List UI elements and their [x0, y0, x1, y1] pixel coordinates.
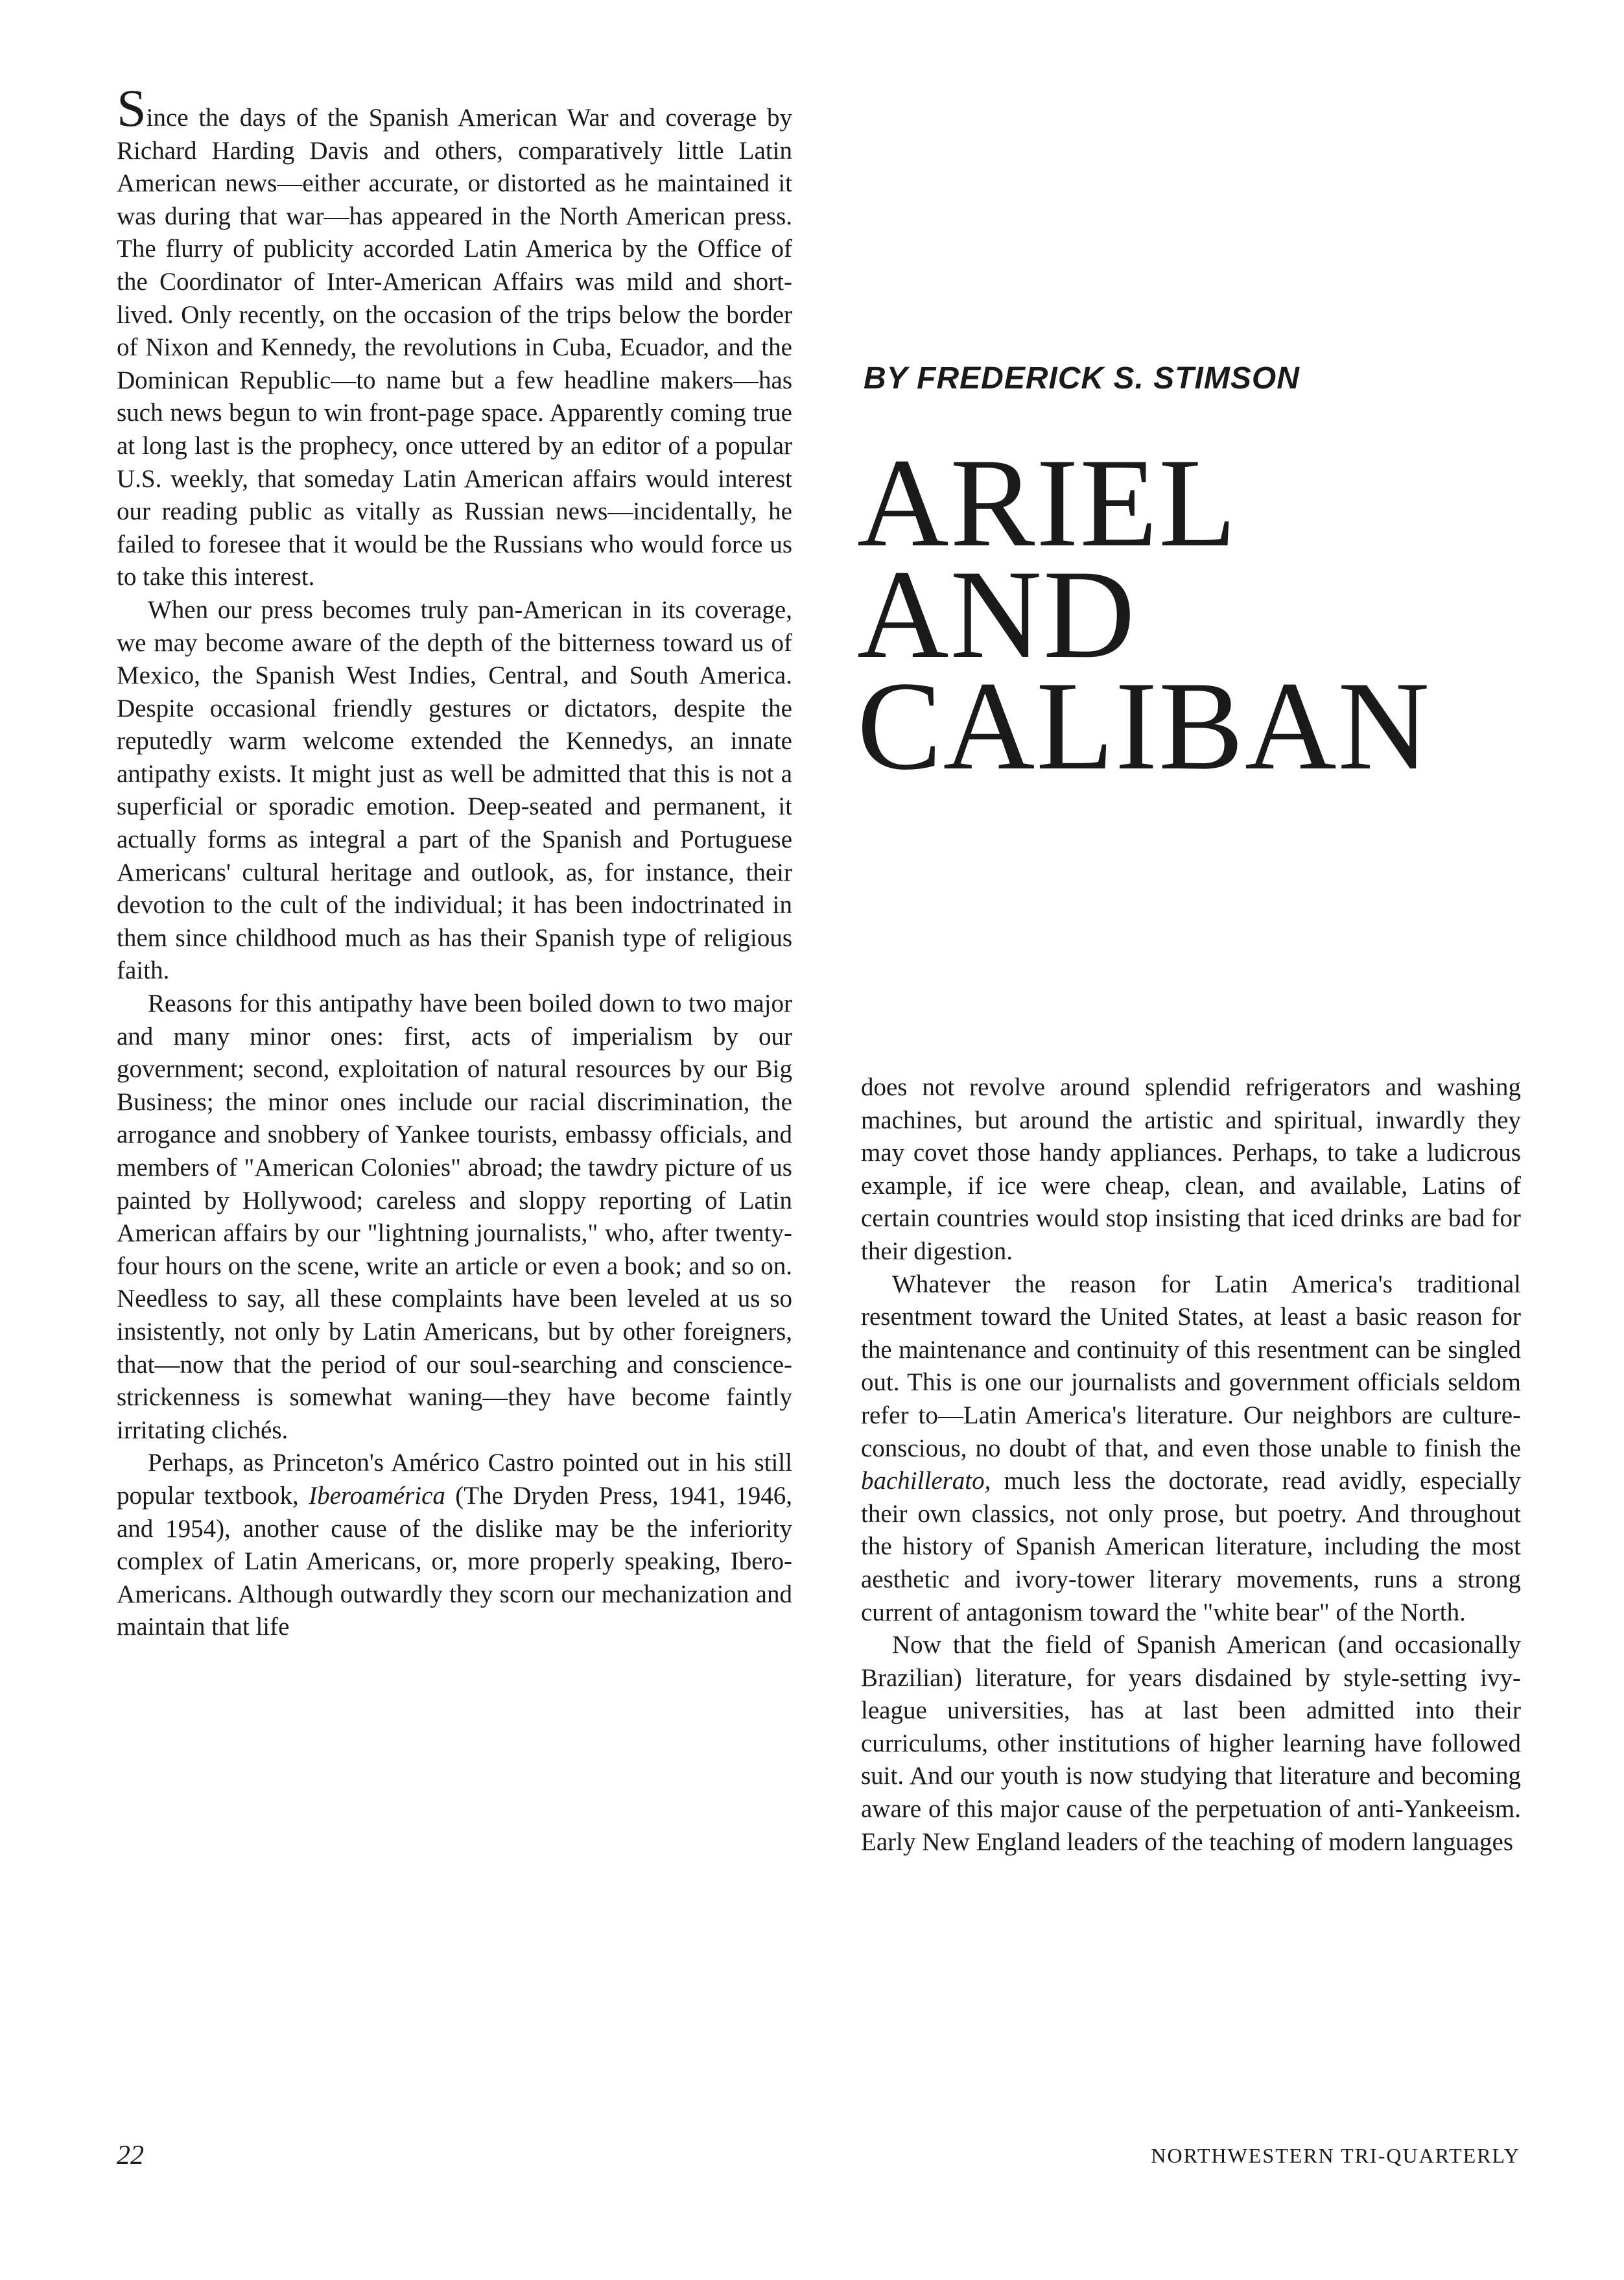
paragraph-1 [117, 78, 792, 594]
journal-name: NORTHWESTERN TRI-QUARTERLY [1151, 2144, 1520, 2167]
paragraph-4-text-start: Perhaps, as Princeton's Américo Castro pointed out in his still popular textbook, [117, 1449, 792, 1510]
paragraph-6-text-start: Whatever the reason for Latin America's traditional resentment toward the United States, at least a basic reason for the maintenance and continuity of this resentment can be singled out. This is one our journalists and government officials seldom refer to—Latin America's literature. Our neighbors are culture-conscious, no doubt of that, and even those unable to finish the [861, 1270, 1521, 1462]
right-column [861, 1071, 1521, 1858]
paragraph-5: does not revolve around splendid refrigerators and washing machines, but around the artistic and spiritual, inwardly they may covet those handy appliances. Perhaps, to take a ludicrous example, if ice were cheap, clean, and available, Latins of certain countries would stop insisting that iced drinks are bad for their digestion. [861, 1073, 1521, 1265]
paragraph-7: Now that the field of Spanish American (and occasionally Brazilian) literature, for years disdained by style-setting ivy-league universities, has at last been admitted into their curriculums, other institutions of higher learning have followed suit. And our youth is now studying that literature and becoming aware of this major cause of the perpetuation of anti-Yankeeism. Early New England leaders of the teaching of modern languages [861, 1631, 1521, 1856]
italic-term: bachillerato, [861, 1467, 991, 1495]
paragraph-3: Reasons for this antipathy have been boiled down to two major and many minor ones: first, acts of imperialism by our government; second, exploitation of natural resources by our Big Business; the minor ones include our racial discrimination, the arrogance and snobbery of Yankee tourists, embassy officials, and members of "American Colonies" abroad; the tawdry picture of us painted by Hollywood; careless and sloppy reporting of Latin American affairs by our "lightning journalists," who, after twenty-four hours on the scene, write an article or even a book; and so on. Needless to say, all these complaints have been leveled at us so insistently, not only by Latin Americans, but by other foreigners, that—now that the period of our soul-searching and conscience-strickenness is somewhat waning—they have become faintly irritating clichés. [117, 990, 792, 1444]
article-title [857, 433, 1431, 796]
paragraph-2: When our press becomes truly pan-American in its coverage, we may become aware of the depth of the bitterness toward us of Mexico, the Spanish West Indies, Central, and South America. Despite occasional friendly gestures or dictators, despite the reputedly warm welcome extended the Kennedys, an innate antipathy exists. It might just as well be admitted that this is not a superficial or sporadic emotion. Deep-seated and permanent, it actually forms as integral a part of the Spanish and Portuguese Americans' cultural heritage and outlook, as, for instance, their devotion to the cult of the individual; it has been indoctrinated in them since childhood much as has their Spanish type of religious faith. [117, 595, 792, 985]
paragraph-4 [117, 1447, 792, 1644]
paragraph-6-text-end: much less the doctorate, read avidly, especially their own classics, not only prose, but poetry. And throughout the history of Spanish American literature, including the most aesthetic and ivory-tower literary movements, runs a strong current of antagonism toward the "white bear" of the North. [861, 1467, 1521, 1626]
book-title: Iberoamérica [309, 1481, 445, 1510]
paragraph-4-text-end: (The Dryden Press, 1941, 1946, and 1954), another cause of the dislike may be the inferiority complex of Latin Americans, or, more properly speaking, Ibero-Americans. Although outwardly they scorn our mechanization and maintain that life [117, 1481, 792, 1641]
title-line-3: CALIBAN [857, 656, 1431, 796]
author-byline: BY FREDERICK S. STIMSON [864, 361, 1300, 396]
page-number: 22 [117, 2141, 144, 2170]
title-line-2: AND [857, 544, 1136, 685]
drop-cap: S [117, 78, 147, 137]
paragraph-1-text: ince the days of the Spanish American War and coverage by Richard Harding Davis and others, comparatively little Latin American news—either accurate, or distorted as he maintained it was during that war—has appeared in the North American press. The flurry of publicity accorded Latin America by the Office of the Coordinator of Inter-American Affairs was mild and short-lived. Only recently, on the occasion of the trips below the border of Nixon and Kennedy, the revolutions in Cuba, Ecuador, and the Dominican Republic—to name but a few headline makers—has such news begun to win front-page space. Apparently coming true at long last is the prophecy, once uttered by an editor of a popular U.S. weekly, that someday Latin American affairs would interest our reading public as vitally as Russian news—incidentally, he failed to foresee that it would be the Russians who would force us to take this interest. [117, 104, 792, 591]
paragraph-6 [861, 1268, 1521, 1630]
left-column [117, 78, 792, 1644]
title-line-1: ARIEL [857, 433, 1238, 573]
